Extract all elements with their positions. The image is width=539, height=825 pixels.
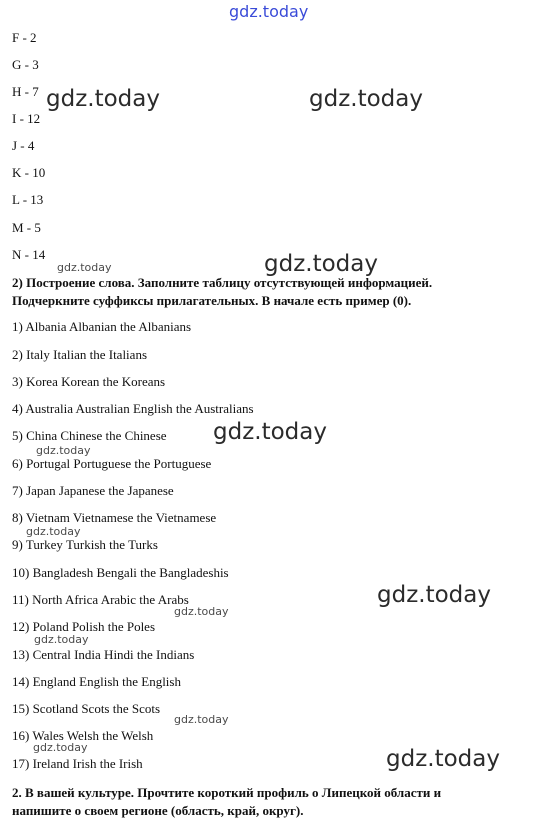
answer-line: M - 5 xyxy=(12,220,41,235)
list-item: 15) Scotland Scots the Scots xyxy=(12,701,161,716)
watermark: gdz.today xyxy=(36,444,91,457)
list-item: 8) Vietnam Vietnamese the Vietnamese xyxy=(12,510,217,525)
answer-line: F - 2 xyxy=(12,30,37,45)
list-item: 12) Poland Polish the Poles xyxy=(12,619,156,634)
answer-line: I - 12 xyxy=(12,111,41,126)
answer-line: N - 14 xyxy=(12,247,46,262)
list-item: 14) England English the English xyxy=(12,674,181,689)
list-item: 5) China Chinese the Chinese xyxy=(12,428,167,443)
watermark-top: gdz.today xyxy=(229,2,309,21)
answer-line: G - 3 xyxy=(12,57,39,72)
answer-line: J - 4 xyxy=(12,138,35,153)
list-item: 1) Albania Albanian the Albanians xyxy=(12,319,192,334)
list-item: 17) Ireland Irish the Irish xyxy=(12,756,143,771)
list-item: 9) Turkey Turkish the Turks xyxy=(12,537,158,552)
task3-heading-line2: напишите о своем регионе (область, край, округ). xyxy=(12,803,304,818)
list-item: 4) Australia Australian English the Australians xyxy=(12,401,254,416)
watermark: gdz.today xyxy=(174,713,229,726)
list-item: 11) North Africa Arabic the Arabs xyxy=(12,592,189,607)
list-item: 3) Korea Korean the Koreans xyxy=(12,374,166,389)
list-item: 10) Bangladesh Bengali the Bangladeshis xyxy=(12,565,229,580)
answer-line: K - 10 xyxy=(12,165,46,180)
watermark: gdz.today xyxy=(213,419,327,445)
watermark: gdz.today xyxy=(26,525,81,538)
answer-line: L - 13 xyxy=(12,192,44,207)
list-item: 13) Central India Hindi the Indians xyxy=(12,647,195,662)
task2-heading-line1: 2) Построение слова. Заполните таблицу отсутствующей информацией. xyxy=(12,275,433,290)
watermark: gdz.today xyxy=(386,746,500,772)
watermark: gdz.today xyxy=(309,86,423,112)
watermark: gdz.today xyxy=(377,582,491,608)
list-item: 7) Japan Japanese the Japanese xyxy=(12,483,174,498)
answer-line: H - 7 xyxy=(12,84,39,99)
watermark: gdz.today xyxy=(174,605,229,618)
watermark: gdz.today xyxy=(34,633,89,646)
list-item: 2) Italy Italian the Italians xyxy=(12,347,148,362)
task3-heading-line1: 2. В вашей культуре. Прочтите короткий профиль о Липецкой области и xyxy=(12,785,442,800)
list-item: 6) Portugal Portuguese the Portuguese xyxy=(12,456,212,471)
watermark: gdz.today xyxy=(264,251,378,277)
task2-heading-line2: Подчеркните суффиксы прилагательных. В начале есть пример (0). xyxy=(12,293,412,308)
watermark: gdz.today xyxy=(57,261,112,274)
watermark: gdz.today xyxy=(46,86,160,112)
watermark: gdz.today xyxy=(33,741,88,754)
list-item: 16) Wales Welsh the Welsh xyxy=(12,728,154,743)
